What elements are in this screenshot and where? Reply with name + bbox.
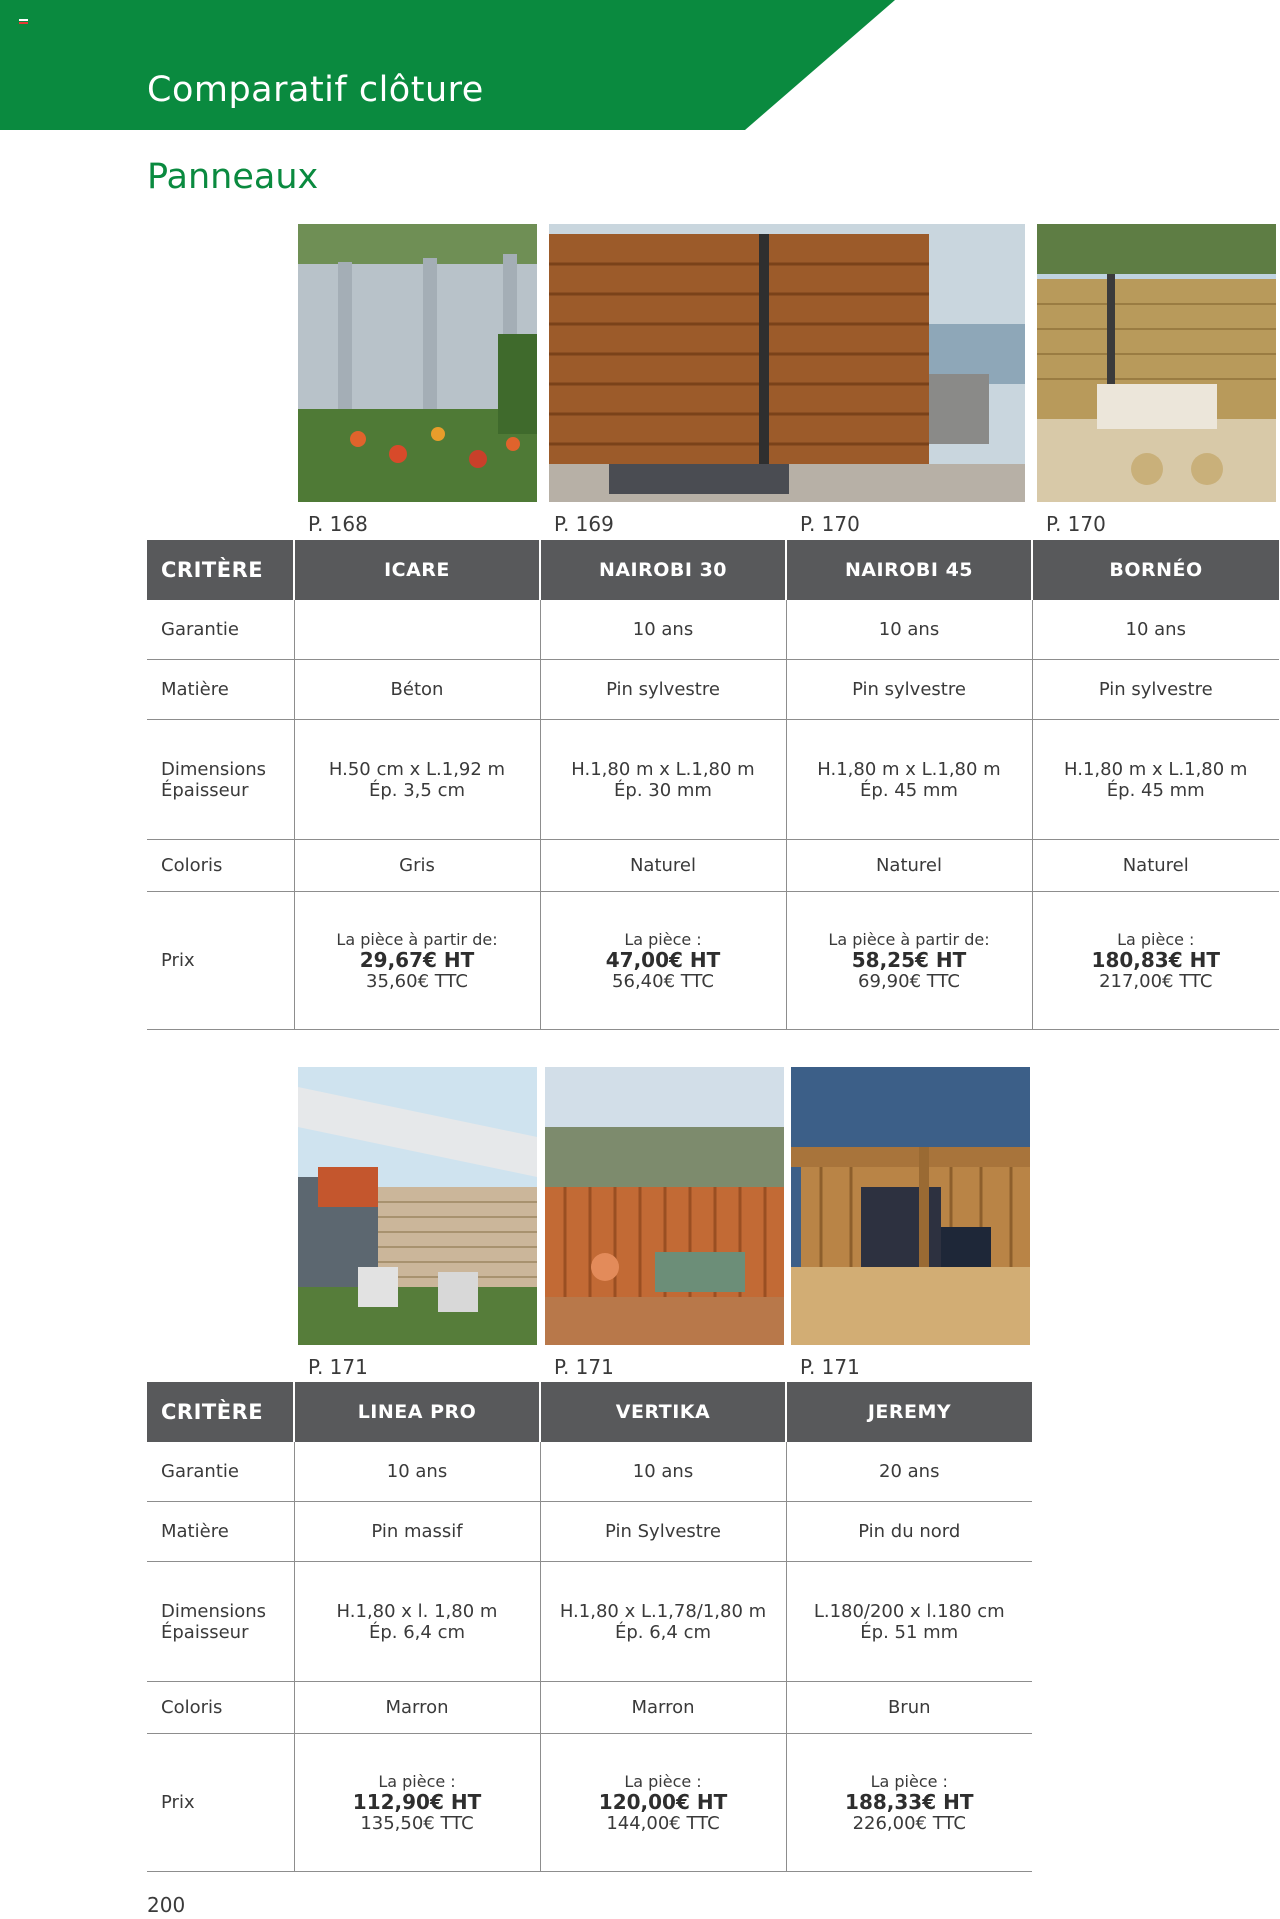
price-label: La pièce :: [624, 1772, 702, 1791]
table-cell: [294, 1562, 540, 1682]
row-label: Coloris: [147, 840, 294, 892]
table-header-row: [147, 540, 1279, 600]
dimension-text: H.50 cm x L.1,92 m: [328, 758, 506, 780]
table-cell: Naturel: [786, 840, 1032, 892]
page-ref: P. 171: [308, 1355, 368, 1379]
row-label: Prix: [147, 1734, 294, 1872]
price-label: La pièce :: [1117, 930, 1195, 949]
table-cell: [1032, 720, 1279, 840]
table-cell: Pin massif: [294, 1502, 540, 1562]
price-cell: [294, 892, 540, 1030]
price-cell: [786, 1734, 1032, 1872]
table-cell: Brun: [786, 1682, 1032, 1734]
table-row: [147, 1562, 1032, 1682]
price-ttc: 135,50€ TTC: [360, 1813, 474, 1834]
page-ref: P. 169: [554, 512, 614, 536]
row-label: Matière: [147, 1502, 294, 1562]
price-ht: 120,00€ HT: [598, 1790, 728, 1814]
table-cell: Pin sylvestre: [1032, 660, 1279, 720]
price-ht: 29,67€ HT: [359, 948, 475, 972]
thickness-text: Ép. 45 mm: [860, 779, 958, 801]
header-cell: BORNÉO: [1032, 540, 1279, 600]
price-label: La pièce à partir de:: [828, 930, 990, 949]
header-cell: CRITÈRE: [147, 1382, 294, 1442]
photo-nairobi-30: [549, 224, 1025, 502]
dimension-text: H.1,80 x L.1,78/1,80 m: [559, 1600, 767, 1622]
price-ht: 47,00€ HT: [605, 948, 721, 972]
dimension-text: L.180/200 x l.180 cm: [813, 1600, 1005, 1622]
photo-vertika: [545, 1067, 784, 1345]
row-label-line: Épaisseur: [161, 1621, 249, 1643]
table-row: [147, 840, 1279, 892]
header-cell: JEREMY: [786, 1382, 1032, 1442]
row-label: Prix: [147, 892, 294, 1030]
header-cell: LINEA PRO: [294, 1382, 540, 1442]
table-cell: 10 ans: [540, 1442, 786, 1502]
table-cell: [786, 720, 1032, 840]
table-cell: Pin du nord: [786, 1502, 1032, 1562]
price-label: La pièce :: [624, 930, 702, 949]
row-label-line: Épaisseur: [161, 779, 249, 801]
table-cell: 10 ans: [294, 1442, 540, 1502]
table-header-row: [147, 1382, 1032, 1442]
dimension-text: H.1,80 m x L.1,80 m: [571, 758, 755, 780]
price-label: La pièce :: [870, 1772, 948, 1791]
table-row: [147, 892, 1279, 1030]
row-label: Garantie: [147, 1442, 294, 1502]
price-ttc: 56,40€ TTC: [612, 971, 714, 992]
header-banner: [0, 0, 1280, 130]
comparison-table-2: [147, 1382, 1032, 1872]
table-cell: [294, 720, 540, 840]
header-cell: CRITÈRE: [147, 540, 294, 600]
price-ht: 180,83€ HT: [1091, 948, 1220, 972]
table-row: [147, 600, 1279, 660]
table-cell: [540, 720, 786, 840]
dimension-text: H.1,80 m x L.1,80 m: [817, 758, 1001, 780]
table-row: [147, 1734, 1032, 1872]
table-row: [147, 720, 1279, 840]
price-ht: 112,90€ HT: [352, 1790, 482, 1814]
language-flag-icon: [19, 19, 28, 26]
page-ref: P. 168: [308, 512, 368, 536]
table-cell: 10 ans: [786, 600, 1032, 660]
table-row: [147, 1502, 1032, 1562]
header-banner-shape: [0, 0, 1280, 130]
page-ref: P. 171: [800, 1355, 860, 1379]
price-ht: 188,33€ HT: [845, 1790, 974, 1814]
price-cell: [540, 892, 786, 1030]
price-ttc: 69,90€ TTC: [858, 971, 960, 992]
row-label: [147, 720, 294, 840]
price-label: La pièce à partir de:: [336, 930, 498, 949]
row-label: [147, 1562, 294, 1682]
row-label-line: Dimensions: [161, 758, 267, 780]
price-ht: 58,25€ HT: [851, 948, 967, 972]
dimension-text: H.1,80 x l. 1,80 m: [336, 1600, 498, 1622]
photo-icare: [298, 224, 537, 502]
thickness-text: Ép. 45 mm: [1106, 779, 1205, 801]
table-cell: [786, 1562, 1032, 1682]
photo-borneo: [1037, 224, 1276, 502]
row-label: Matière: [147, 660, 294, 720]
price-cell: [1032, 892, 1279, 1030]
photo-jeremy: [791, 1067, 1030, 1345]
row-label: Garantie: [147, 600, 294, 660]
photo-linea-pro: [298, 1067, 537, 1345]
table-cell: Naturel: [540, 840, 786, 892]
table-row: [147, 1682, 1032, 1734]
row-label: Coloris: [147, 1682, 294, 1734]
table-cell: Béton: [294, 660, 540, 720]
table-row: [147, 660, 1279, 720]
page-number: 200: [147, 1893, 186, 1917]
section-title: Panneaux: [147, 157, 319, 197]
header-cell: VERTIKA: [540, 1382, 786, 1442]
thickness-text: Ép. 3,5 cm: [368, 779, 466, 801]
price-cell: [540, 1734, 786, 1872]
table-row: [147, 1442, 1032, 1502]
price-ttc: 226,00€ TTC: [852, 1813, 966, 1834]
comparison-table-1: [147, 540, 1279, 1030]
header-cell: NAIROBI 45: [786, 540, 1032, 600]
table-cell: [294, 600, 540, 660]
table-cell: 20 ans: [786, 1442, 1032, 1502]
price-label: La pièce :: [378, 1772, 456, 1791]
price-cell: [294, 1734, 540, 1872]
page-ref: P. 170: [1046, 512, 1106, 536]
table-cell: Marron: [294, 1682, 540, 1734]
price-ttc: 35,60€ TTC: [366, 971, 468, 992]
header-cell: NAIROBI 30: [540, 540, 786, 600]
table-cell: Pin Sylvestre: [540, 1502, 786, 1562]
row-label-line: Dimensions: [161, 1600, 267, 1622]
table-cell: Gris: [294, 840, 540, 892]
table-cell: Pin sylvestre: [786, 660, 1032, 720]
price-ttc: 144,00€ TTC: [606, 1813, 720, 1834]
table-cell: 10 ans: [1032, 600, 1279, 660]
thickness-text: Ép. 30 mm: [614, 779, 712, 801]
price-cell: [786, 892, 1032, 1030]
page-ref: P. 171: [554, 1355, 614, 1379]
thickness-text: Ép. 6,4 cm: [368, 1621, 466, 1643]
header-cell: ICARE: [294, 540, 540, 600]
thickness-text: Ép. 6,4 cm: [614, 1621, 712, 1643]
thickness-text: Ép. 51 mm: [860, 1621, 959, 1643]
table-cell: Marron: [540, 1682, 786, 1734]
price-ttc: 217,00€ TTC: [1099, 971, 1213, 992]
page-title: Comparatif clôture: [147, 70, 484, 110]
table-cell: Pin sylvestre: [540, 660, 786, 720]
dimension-text: H.1,80 m x L.1,80 m: [1064, 758, 1248, 780]
table-cell: 10 ans: [540, 600, 786, 660]
page-ref: P. 170: [800, 512, 860, 536]
table-cell: [540, 1562, 786, 1682]
table-cell: Naturel: [1032, 840, 1279, 892]
